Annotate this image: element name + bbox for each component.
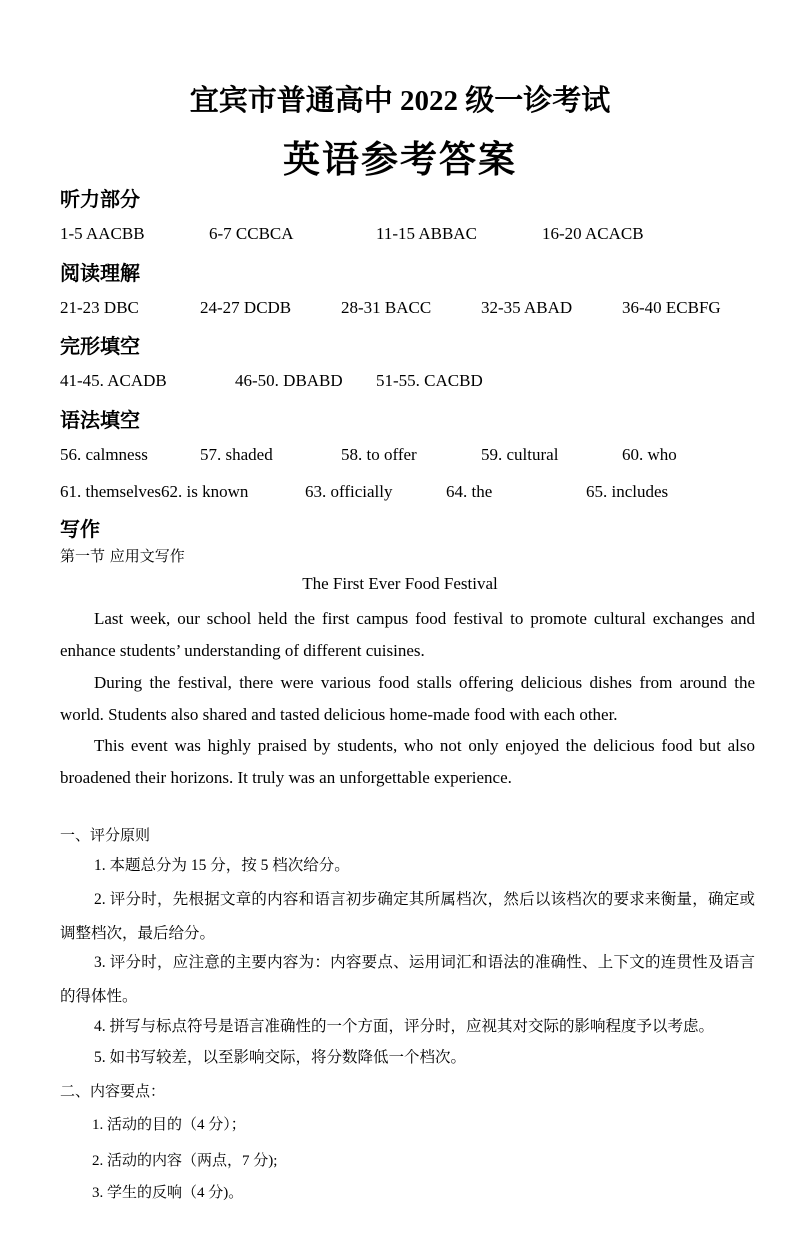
grammar-answer: 60. who	[622, 445, 677, 464]
essay-title: The First Ever Food Festival	[302, 574, 498, 593]
principle-item: 4. 拼写与标点符号是语言准确性的一个方面，评分时，应视其对交际的影响程度予以考虑。	[94, 1018, 715, 1035]
grammar-answer: 57. shaded	[200, 445, 273, 464]
reading-answer: 32-35 ABAD	[481, 298, 573, 317]
grammar-answer: 59. cultural	[481, 445, 559, 464]
listening-heading: 听力部分	[60, 187, 140, 211]
principle-item: 5. 如书写较差，以至影响交际，将分数降低一个档次。	[94, 1049, 467, 1066]
essay-paragraph: This event was highly praised by students, who not only enjoyed the delicious food but also broadened their horizons. It truly was an unforgettable experience.	[60, 736, 755, 787]
reading-answer: 36-40 ECBFG	[622, 298, 721, 317]
key-point-item: 1. 活动的目的（4 分）；	[92, 1117, 246, 1133]
principles-heading: 一、评分原则	[60, 828, 151, 844]
reading-heading: 阅读理解	[60, 261, 140, 285]
grammar-answer: 61. themselves62. is known	[60, 482, 249, 501]
reading-answer: 28-31 BACC	[341, 298, 432, 317]
principle-item: 1. 本题总分为 15 分，按 5 档次给分。	[94, 857, 350, 874]
grammar-answer: 64. the	[446, 482, 493, 501]
writing-heading: 写作	[60, 517, 100, 541]
page-title: 英语参考答案	[283, 140, 517, 181]
reading-answer: 24-27 DCDB	[200, 298, 292, 317]
exam-title: 宜宾市普通高中 2022 级一诊考试	[189, 85, 611, 117]
essay-paragraph: During the festival, there were various food stalls offering delicious dishes from around the world. Students also shared and tasted delicious home-made food with each other.	[60, 673, 755, 724]
listening-answer: 11-15 ABBAC	[376, 224, 477, 243]
listening-answer: 16-20 ACACB	[542, 224, 644, 243]
principle-item: 2. 评分时，先根据文章的内容和语言初步确定其所属档次，然后以该档次的要求来衡量，确定或调整档次，最后给分。	[60, 891, 755, 942]
key-points-heading: 二、内容要点：	[60, 1084, 166, 1100]
key-point-item: 3. 学生的反响（4 分)。	[92, 1185, 244, 1201]
key-point-item: 2. 活动的内容（两点，7 分);	[92, 1153, 278, 1169]
grammar-answer: 63. officially	[305, 482, 393, 501]
grammar-heading: 语法填空	[60, 408, 140, 432]
essay-paragraph: Last week, our school held the first campus food festival to promote cultural exchanges and enhance students’ understanding of different cuisines.	[60, 609, 755, 660]
listening-answer: 6-7 CCBCA	[209, 224, 294, 243]
cloze-heading: 完形填空	[60, 334, 140, 358]
writing-part-label: 第一节 应用文写作	[60, 547, 185, 565]
cloze-answer: 51-55. CACBD	[376, 371, 483, 390]
cloze-answer: 41-45. ACADB	[60, 371, 167, 390]
grammar-answer: 65. includes	[586, 482, 669, 501]
reading-answer: 21-23 DBC	[60, 298, 139, 317]
principle-item: 3. 评分时，应注意的主要内容为：内容要点、运用词汇和语法的准确性、上下文的连贯性及语言的得体性。	[60, 954, 755, 1005]
cloze-answer: 46-50. DBABD	[235, 371, 343, 390]
listening-answer: 1-5 AACBB	[60, 224, 145, 243]
grammar-answer: 56. calmness	[60, 445, 148, 464]
grammar-answer: 58. to offer	[341, 445, 417, 464]
